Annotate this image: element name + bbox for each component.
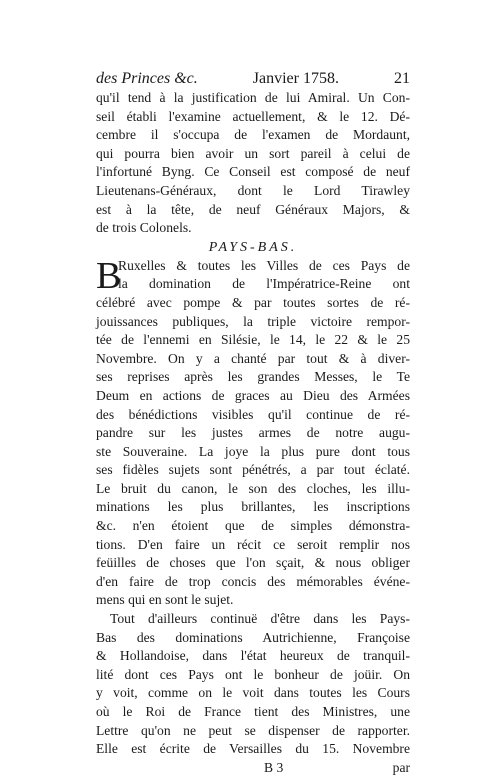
- text-line: ses reprises après les grandes Messes, le Te: [96, 369, 410, 385]
- text-line: mens qui en sont le sujet.: [96, 592, 234, 608]
- text-line: qu'il tend à la justification de lui Amiral. Un Con-: [96, 90, 410, 105]
- drop-cap: B: [96, 254, 122, 297]
- text-line: Le bruit du canon, le son des cloches, les illu-: [96, 480, 410, 496]
- paragraph-2: [96, 254, 410, 610]
- running-date: Janvier 1758.: [252, 70, 339, 87]
- running-title: des Princes &c.: [96, 70, 198, 87]
- text-line: Deum en actions de graces au Dieu des Armées: [96, 387, 410, 403]
- text-line: des bénédictions visibles qu'il continue de ré-: [96, 406, 410, 422]
- paragraph-3: [96, 610, 410, 759]
- paragraph-1: [96, 89, 410, 238]
- section-title: PAYS-BAS.: [208, 239, 298, 255]
- text-line: la domination de l'Impératrice-Reine ont: [118, 276, 410, 292]
- text-line: Tout d'ailleurs continuë d'être dans les Pays-: [110, 611, 410, 627]
- page-footer: [96, 759, 410, 778]
- text-line: y voit, comme on le voit dans toutes les Cours: [96, 685, 410, 701]
- text-line: feüilles de choses que l'on sçait, & nous obliger: [96, 555, 410, 571]
- text-line: est à la tête, de neuf Généraux Majors, &: [96, 201, 410, 217]
- text-block: [96, 70, 410, 777]
- text-line: l'infortuné Byng. Ce Conseil est composé de neuf: [96, 164, 410, 180]
- text-line: d'en faire de trop concis des mémorables événe-: [96, 573, 410, 589]
- text-line: Bas des dominations Autrichienne, Françoise: [96, 629, 410, 645]
- text-line: célébré avec pompe & par toutes sortes de ré-: [96, 294, 410, 310]
- text-line: seil établi l'examine actuellement, & le 12. Dé-: [96, 108, 410, 124]
- text-line: & Hollandoise, dans l'état heureux de tranquil-: [96, 648, 410, 664]
- signature-mark: B 3: [264, 759, 284, 775]
- text-line: &c. n'en étoient que de simples démonstra-: [96, 518, 410, 534]
- text-line: qui pourra bien avoir un sort pareil à celui de: [96, 145, 410, 161]
- running-head: [96, 70, 410, 88]
- text-line: Elle est écrite de Versailles du 15. Novembre: [96, 741, 410, 757]
- text-line: où le Roi de France tient des Ministres, une: [96, 704, 410, 719]
- text-line: tée de l'ennemi en Silésie, le 14, le 22 & le 25: [96, 332, 410, 348]
- text-line: pandre sur les justes armes de notre augu-: [96, 425, 410, 441]
- catchword: par: [392, 759, 410, 775]
- text-line: de trois Colonels.: [96, 220, 192, 236]
- text-line: Novembre. On y a chanté par tout & à diver-: [96, 350, 410, 366]
- text-line: lité dont ces Pays ont le bonheur de joüir. On: [96, 666, 410, 682]
- text-line: ses fidèles sujets sont pénétrés, a par tout éclaté.: [96, 462, 410, 478]
- text-line: Ruxelles & toutes les Villes de ces Pays de: [118, 257, 410, 273]
- text-line: ste Souveraine. La joye la plus pure dont tous: [96, 443, 410, 459]
- text-line: Lettre qu'on ne peut se dispenser de rapporter.: [96, 722, 410, 738]
- text-line: tions. D'en faire un récit ce seroit remplir nos: [96, 536, 410, 552]
- text-line: cembre il s'occupa de l'examen de Mordaunt,: [96, 127, 410, 143]
- page-number: 21: [393, 70, 410, 87]
- text-line: Lieutenans-Généraux, dont le Lord Tirawley: [96, 182, 410, 198]
- text-line: jouissances publiques, la triple victoire rempor-: [96, 313, 410, 329]
- text-line: minations les plus brillantes, les inscriptions: [96, 499, 410, 515]
